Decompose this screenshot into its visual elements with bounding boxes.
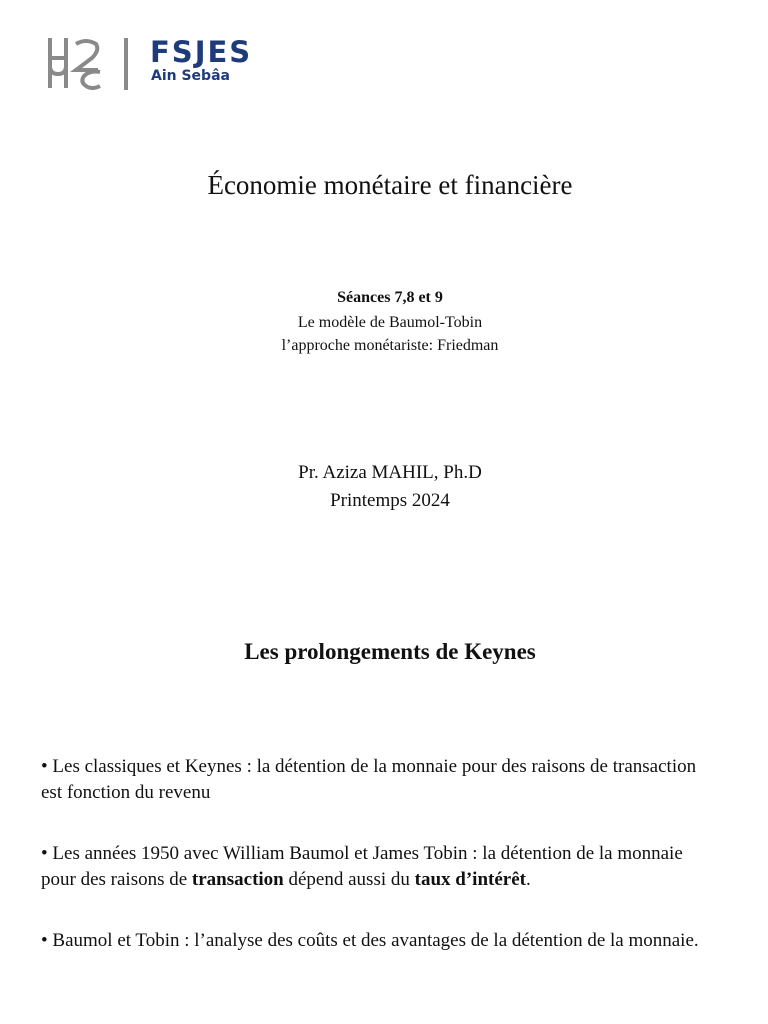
campus-name: Ain Sebâa [151, 68, 230, 84]
university-logo [46, 36, 252, 90]
author-name: Pr. Aziza MAHIL, Ph.D [298, 462, 482, 483]
bullet-text: • Les années 1950 avec William Baumol et James Tobin : la détention de la monnaie pour des raisons de [41, 843, 683, 890]
topic-line: Le modèle de Baumol-Tobin [297, 314, 483, 331]
bullet-point [41, 928, 701, 954]
faculty-name: FSJES [150, 35, 253, 69]
bullet-text: . [525, 869, 531, 890]
sessions-label: Séances 7,8 et 9 [337, 289, 443, 306]
bullet-text: • Baumol et Tobin : l’analyse des coûts et des avantages de la détention de la monnaie. [41, 930, 699, 951]
bullet-point [41, 754, 701, 806]
topic-line: l’approche monétariste: Friedman [281, 337, 499, 354]
course-title: Économie monétaire et financière [207, 170, 573, 200]
faculty-logo-text [150, 36, 252, 84]
bullet-text: • Les classiques et Keynes : la détention de la monnaie pour des raisons de transaction est fonction du revenu [41, 756, 697, 803]
bold-term-transaction: transaction [191, 869, 284, 890]
section-heading: Les prolongements de Keynes [244, 639, 536, 664]
bold-term-interest-rate: taux d’intérêt [414, 869, 526, 890]
semester-label: Printemps 2024 [330, 490, 450, 511]
bullet-text: dépend aussi du [283, 869, 415, 890]
uh2c-logo-icon [46, 36, 128, 90]
bullet-point [41, 841, 701, 893]
